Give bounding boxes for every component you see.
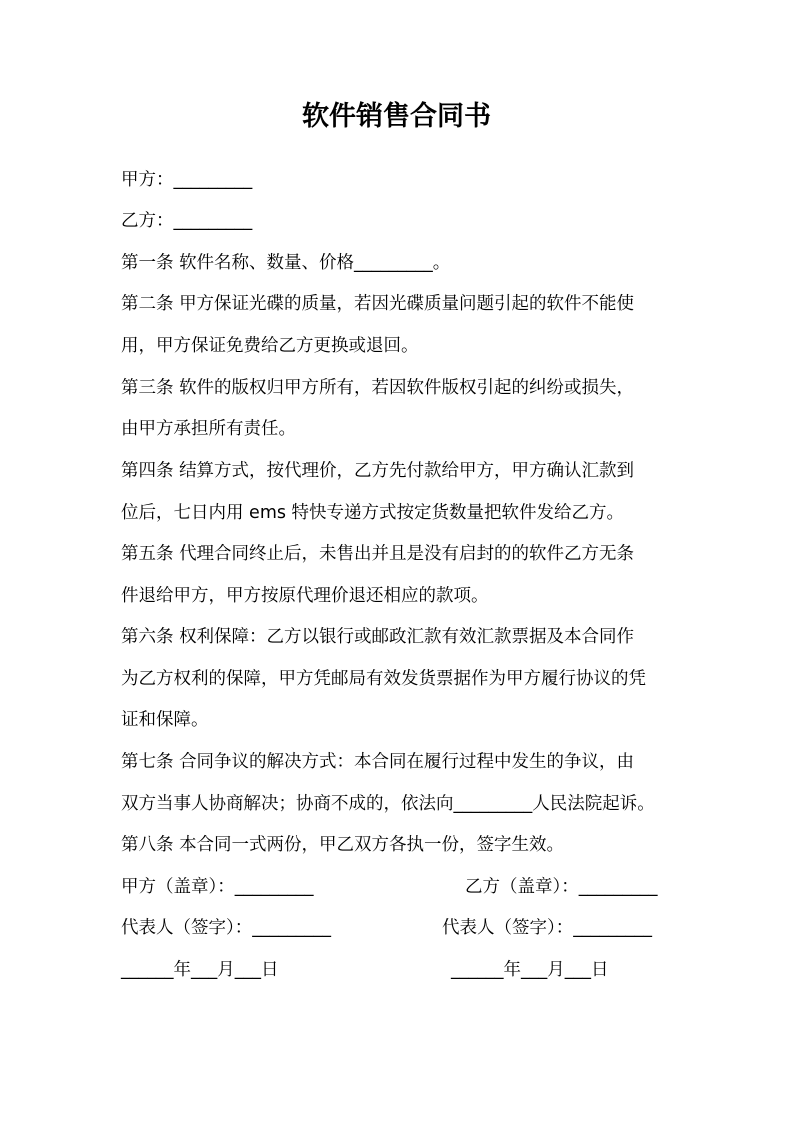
party-a-representative: 代表人（签字）：_________ — [121, 918, 331, 938]
article-3-line-1: 第三条 软件的版权归甲方所有，若因软件版权引起的纠纷或损失， — [121, 378, 635, 398]
party-a-date: ______年___月___日 — [121, 960, 279, 980]
article-6-line-2: 为乙方权利的保障，甲方凭邮局有效发货票据作为甲方履行协议的凭 — [121, 669, 646, 689]
article-5-line-1: 第五条 代理合同终止后，未售出并且是没有启封的的软件乙方无条 — [121, 544, 635, 564]
party-b-representative: 代表人（签字）：_________ — [442, 918, 652, 938]
article-2-line-1: 第二条 甲方保证光碟的质量，若因光碟质量问题引起的软件不能使 — [121, 294, 635, 314]
article-2-line-2: 用，甲方保证免费给乙方更换或退回。 — [121, 336, 419, 356]
article-3-line-2: 由甲方承担所有责任。 — [121, 419, 296, 439]
party-b-seal: 乙方（盖章）：_________ — [465, 877, 658, 897]
article-4-line-1: 第四条 结算方式，按代理价，乙方先付款给甲方，甲方确认汇款到 — [121, 461, 635, 481]
article-7-line-2: 双方当事人协商解决；协商不成的，依法向_________人民法院起诉。 — [121, 794, 655, 814]
article-4-line-2: 位后，七日内用 ems 特快专递方式按定货数量把软件发给乙方。 — [121, 503, 625, 523]
party-a-line: 甲方：_________ — [121, 170, 253, 190]
article-6-line-3: 证和保障。 — [121, 710, 209, 730]
article-5-line-2: 件退给甲方，甲方按原代理价退还相应的款项。 — [121, 586, 489, 606]
article-7-line-1: 第七条 合同争议的解决方式：本合同在履行过程中发生的争议，由 — [121, 752, 635, 772]
party-a-seal: 甲方（盖章）：_________ — [121, 877, 314, 897]
article-1-line-1: 第一条 软件名称、数量、价格_________。 — [121, 253, 451, 273]
document-title: 软件销售合同书 — [302, 101, 491, 132]
party-b-date: ______年___月___日 — [451, 960, 609, 980]
article-8-line-1: 第八条 本合同一式两份，甲乙双方各执一份，签字生效。 — [121, 835, 565, 855]
party-b-line: 乙方：_________ — [121, 211, 253, 231]
article-6-line-1: 第六条 权利保障：乙方以银行或邮政汇款有效汇款票据及本合同作 — [121, 627, 635, 647]
